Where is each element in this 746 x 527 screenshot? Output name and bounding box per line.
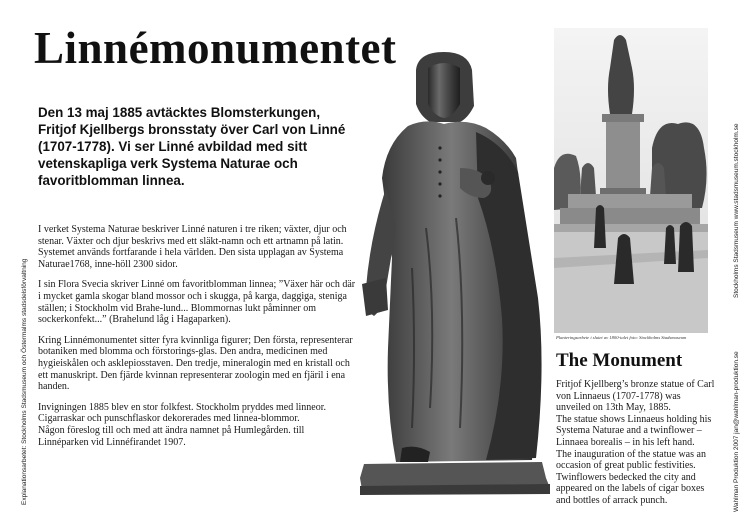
lead-paragraph: Den 13 maj 1885 avtäcktes Blomsterkungen, Fritjof Kjellbergs bronsstaty över Carl von Linné (1707-1778). Vi ser Linné avbildad med sitt vetenskapliga verk Systema Naturae och favoritblomman linnea. [38,105,346,188]
paragraph-flora-svecia: I sin Flora Svecia skriver Linné om favoritblomman linnea; ”Växer här och där i mycket gamla skogar bland mossor och i skugga, på karga, daggiga, steniga ställen; i Stockholm vid Brahe-lund... Blommornas lukt påminner om sockerkonfekt...” (Brahelund låg i Hagaparken). [38,279,356,326]
swedish-text-column [38,224,356,457]
english-text-column [556,379,716,507]
photo-caption: Planteringsarbete i slutet av 1800-talet foto: Stockholms Stadsmuseum [556,335,687,340]
page-title: Linnémonumentet [34,23,397,73]
credits-left-vertical: Explanationsarbetet: Stockholms Stadsmuseum och Östermalms stadsdelsförvaltning [21,258,28,505]
english-paragraph-inauguration: The inauguration of the statue was an occasion of great public festivities. Twinflowers bedecked the city and appeared on the labels of cigar boxes and bottles of arrack punch. [556,448,706,506]
english-paragraph-statue: The statue shows Linnaeus holding his Systema Naturae and a twinflower – Linnaea borealis – in his left hand. [556,413,712,448]
historical-photo [554,28,708,333]
paragraph-inauguration: Invigningen 1885 blev en stor folkfest. Stockholm pryddes med linneor. Cigarraskar och punschflaskor dekorerades med linnea-blommor. Någon föreslog till och med att ändra namnet på Humlegården. till Linnéparken vid Linnéfirandet 1907. [38,401,327,448]
english-heading: The Monument [556,350,683,371]
english-paragraph-unveiling: Fritjof Kjellberg’s bronze statue of Carl von Linnaeus (1707-1778) was unveiled on 13th May, 1885. [556,379,715,414]
statue-image [356,48,552,496]
credits-right-vertical-top: Stockholms Stadsmuseum www.stadsmuseum.stockholm.se [733,123,740,298]
paragraph-female-figures: Kring Linnémonumentet sitter fyra kvinnliga figurer; Den första, representerar botaniken med blomma och förstorings-glas. Den andra, medicinen med hygieiskålen och asklepiosstaven. Den tredje, mineralogin med en kristall och ett manuskript. Den fjärde kvinnan representerar zoologin med en fjäril i ena handen. [38,334,353,393]
credits-right-vertical-bottom: Wahlman Produktion 2007 jan@wahlman-produktion.se [733,351,740,512]
paragraph-systema-naturae: I verket Systema Naturae beskriver Linné naturen i tre riken; växter, djur och stenar. Växter och djur beskrivs med ett släkt-namn och ett artnamn på latin. Systemet används fortfarande i hela världen. Den sista upplagan av Systema Naturae1768, inne-höll 2300 sidor. [38,224,347,270]
